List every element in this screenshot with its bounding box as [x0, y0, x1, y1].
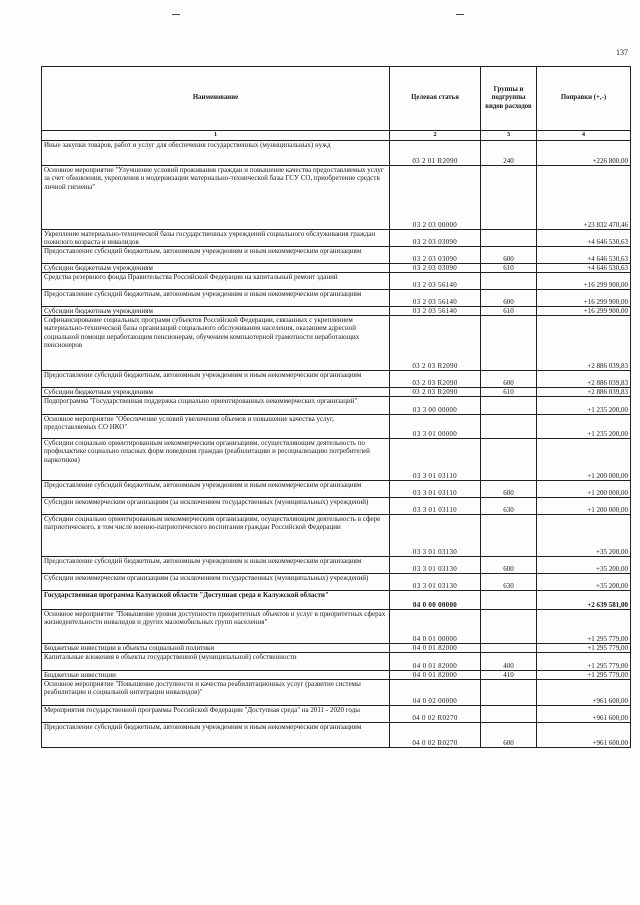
row-name: Предоставление субсидий бюджетным, автономным учреждениям и иным некоммерческим организациям [42, 290, 390, 307]
target-code: 03 2 03 R2090 [390, 388, 481, 397]
row-name: Средства резервного фонда Правительства Российской Федерации на капитальный ремонт зданий [42, 273, 390, 290]
row-name: Мероприятия государственной программы Российской Федерации "Доступная среда" на 2011 - 2020 годы [42, 706, 390, 723]
expense-group: 240 [481, 141, 537, 166]
expense-group: 400 [481, 653, 537, 671]
expense-group: 600 [481, 247, 537, 264]
header-name: Наименование [42, 67, 390, 131]
expense-group: 600 [481, 723, 537, 748]
target-code: 04 0 02 00000 [390, 680, 481, 706]
row-name: Основное мероприятие "Улучшение условий проживания граждан и повышение качества предоставляемых услуг за счет обновления, укрепления и модернизации материально-технической базы ГСУ СО, приобретение средств личной гигиены" [42, 166, 390, 230]
target-code: 03 2 03 56140 [390, 273, 481, 290]
amendment-amount: +4 646 530,63 [537, 230, 631, 247]
expense-group [481, 644, 537, 653]
header-marks [0, 14, 640, 20]
amendment-amount: +35 200,00 [537, 557, 631, 574]
row-name: Предоставление субсидий бюджетным, автономным учреждениям и иным некоммерческим организациям [42, 723, 390, 748]
row-name: Укрепление материально-технической базы государственных учреждений социального обслуживания граждан пожилого возраста и инвалидов [42, 230, 390, 247]
header-target: Целевая статья [390, 67, 481, 131]
target-code: 03 3 01 03110 [390, 439, 481, 481]
expense-group [481, 610, 537, 644]
target-code: 04 0 01 82000 [390, 644, 481, 653]
amendment-amount: +1 200 000,00 [537, 498, 631, 515]
amendment-amount: +2 886 039,83 [537, 388, 631, 397]
row-name: Субсидии социально ориентированным некоммерческим организациям, осуществляющим деятельность по профилактике социально опасных форм поведения граждан (реабилитацию и ресоциализацию потребителей наркотиков) [42, 439, 390, 481]
amendment-amount: +1 200 000,00 [537, 439, 631, 481]
target-code: 04 0 02 R0270 [390, 723, 481, 748]
row-name: Бюджетные инвестиции в объекты социальной политики [42, 644, 390, 653]
target-code: 03 3 01 03130 [390, 515, 481, 557]
expense-group: 600 [481, 557, 537, 574]
row-name: Бюджетные инвестиции [42, 671, 390, 680]
amendment-amount: +1 295 779,00 [537, 653, 631, 671]
amendment-amount: +1 200 000,00 [537, 481, 631, 498]
expense-group: 610 [481, 388, 537, 397]
amendment-amount: +226 800,00 [537, 141, 631, 166]
col-number: 1 [42, 131, 390, 141]
expense-group [481, 591, 537, 610]
expense-group [481, 397, 537, 415]
row-name: Предоставление субсидий бюджетным, автономным учреждениям и иным некоммерческим организациям [42, 481, 390, 498]
row-name: Субсидии некоммерческим организациям (за исключением государственных (муниципальных) учреждений) [42, 574, 390, 591]
row-name: Основное мероприятие "Повышение доступности и качества реабилитационных услуг (развитие системы реабилитации и социальной интеграции инвалидов)" [42, 680, 390, 706]
amendment-amount: +961 600,00 [537, 706, 631, 723]
expense-group [481, 706, 537, 723]
target-code: 03 3 01 03110 [390, 481, 481, 498]
expense-group [481, 415, 537, 439]
target-code: 04 0 02 R0270 [390, 706, 481, 723]
target-code: 03 3 01 00000 [390, 415, 481, 439]
expense-group [481, 166, 537, 230]
amendment-amount: +16 299 900,00 [537, 307, 631, 316]
row-name: Субсидии некоммерческим организациям (за исключением государственных (муниципальных) учреждений) [42, 498, 390, 515]
target-code: 03 2 03 R2090 [390, 316, 481, 371]
amendment-amount: +4 646 530,63 [537, 247, 631, 264]
row-name: Основное мероприятие "Повышение уровня доступности приоритетных объектов и услуг в приоритетных сферах жизнедеятельности инвалидов и других маломобильных групп населения" [42, 610, 390, 644]
expense-group: 610 [481, 264, 537, 273]
expense-group: 630 [481, 574, 537, 591]
row-name: Софинансирование социальных программ субъектов Российской Федерации, связанных с укреплением материально-технической базы организаций социального обслуживания населения, оказанием адресной социальной помощи неработающим пенсионерам, обучением компьютерной грамотности неработающих пенсионеров [42, 316, 390, 371]
row-name: Государственная программа Калужской области "Доступная среда в Калужской области" [42, 591, 390, 610]
row-name: Субсидии бюджетным учреждениям [42, 307, 390, 316]
header-groups: Группы и подгруппы видов расходов [481, 67, 537, 131]
target-code: 03 2 03 03090 [390, 247, 481, 264]
col-number: 3 [481, 131, 537, 141]
expense-group [481, 316, 537, 371]
expense-group: 600 [481, 371, 537, 388]
target-code: 04 0 01 82000 [390, 653, 481, 671]
amendment-amount: +16 299 900,00 [537, 290, 631, 307]
row-name: Субсидии бюджетным учреждениям [42, 264, 390, 273]
page-number: 137 [616, 48, 628, 57]
target-code: 03 2 03 03090 [390, 264, 481, 273]
expense-group [481, 273, 537, 290]
amendment-amount: +35 200,00 [537, 574, 631, 591]
target-code: 03 2 03 56140 [390, 307, 481, 316]
target-code: 04 0 00 00000 [390, 591, 481, 610]
amendment-amount: +961 600,00 [537, 723, 631, 748]
budget-table [41, 66, 631, 748]
target-code: 04 0 01 82000 [390, 671, 481, 680]
amendment-amount: +16 299 900,00 [537, 273, 631, 290]
amendment-amount: +2 639 581,00 [537, 591, 631, 610]
header-amendments: Поправки (+,-) [537, 67, 631, 131]
amendment-amount: +1 295 779,00 [537, 610, 631, 644]
expense-group: 630 [481, 498, 537, 515]
amendment-amount: +1 295 779,00 [537, 671, 631, 680]
target-code: 03 2 03 03090 [390, 230, 481, 247]
amendment-amount: +2 886 039,83 [537, 316, 631, 371]
expense-group: 600 [481, 290, 537, 307]
scan-mark [456, 14, 464, 15]
target-code: 03 3 00 00000 [390, 397, 481, 415]
target-code: 03 2 01 R2090 [390, 141, 481, 166]
col-number: 2 [390, 131, 481, 141]
row-name: Основное мероприятие "Обеспечение условий увеличения объемов и повышение качества услуг, предоставляемых СО НКО" [42, 415, 390, 439]
amendment-amount: +961 600,00 [537, 680, 631, 706]
amendment-amount: +4 646 530,63 [537, 264, 631, 273]
row-name: Предоставление субсидий бюджетным, автономным учреждениям и иным некоммерческим организациям [42, 557, 390, 574]
expense-group [481, 230, 537, 247]
target-code: 03 2 03 R2090 [390, 371, 481, 388]
row-name: Подпрограмма "Государственная поддержка социально ориентированных некоммерческих организаций" [42, 397, 390, 415]
amendment-amount: +1 295 779,00 [537, 644, 631, 653]
target-code: 04 0 01 00000 [390, 610, 481, 644]
expense-group [481, 515, 537, 557]
amendment-amount: +23 832 470,46 [537, 166, 631, 230]
amendment-amount: +1 235 200,00 [537, 397, 631, 415]
amendment-amount: +1 235 200,00 [537, 415, 631, 439]
row-name: Иные закупки товаров, работ и услуг для обеспечения государственных (муниципальных) нужд [42, 141, 390, 166]
expense-group: 600 [481, 481, 537, 498]
target-code: 03 2 03 56140 [390, 290, 481, 307]
target-code: 03 2 03 00000 [390, 166, 481, 230]
scan-mark [172, 14, 180, 15]
target-code: 03 3 01 03130 [390, 574, 481, 591]
amendment-amount: +2 886 039,83 [537, 371, 631, 388]
target-code: 03 3 01 03110 [390, 498, 481, 515]
expense-group [481, 439, 537, 481]
row-name: Предоставление субсидий бюджетным, автономным учреждениям и иным некоммерческим организациям [42, 247, 390, 264]
row-name: Предоставление субсидий бюджетным, автономным учреждениям и иным некоммерческим организациям [42, 371, 390, 388]
expense-group [481, 680, 537, 706]
row-name: Субсидии бюджетным учреждениям [42, 388, 390, 397]
amendment-amount: +35 200,00 [537, 515, 631, 557]
expense-group: 610 [481, 307, 537, 316]
row-name: Капитальные вложения в объекты государственной (муниципальной) собственности [42, 653, 390, 671]
row-name: Субсидии социально ориентированным некоммерческим организациям, осуществляющим деятельность в сфере патриотического, в том числе военно-патриотического воспитания граждан Российской Федерации [42, 515, 390, 557]
expense-group: 410 [481, 671, 537, 680]
target-code: 03 3 01 03130 [390, 557, 481, 574]
col-number: 4 [537, 131, 631, 141]
